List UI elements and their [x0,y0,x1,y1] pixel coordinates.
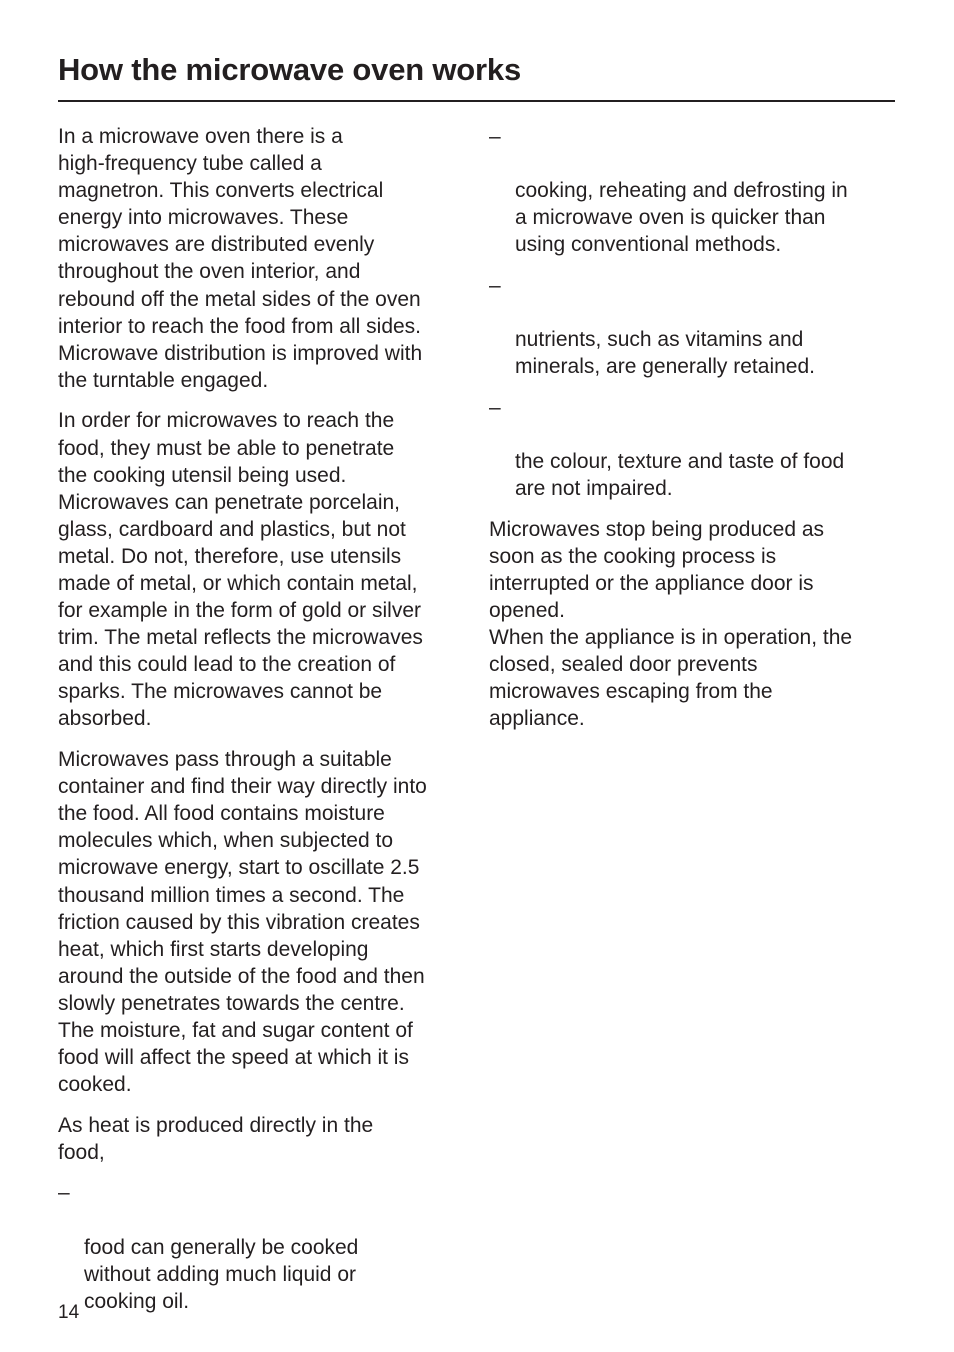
list-item-text: cooking, reheating and defrosting in a microwave oven is quicker than using conventional methods. [515,179,848,257]
dash-bullet: – [489,125,501,148]
dash-bullet: – [58,1181,70,1205]
title-divider [58,100,895,102]
page-title: How the microwave oven works [58,52,521,87]
left-column [58,123,468,1328]
right-column [489,123,894,746]
list-item-text: food can generally be cooked without adding much liquid or cooking oil. [84,1235,359,1313]
list-item-text: the colour, texture and taste of food are not impaired. [515,450,845,501]
list-item-text: nutrients, such as vitamins and minerals, are generally retained. [515,328,815,379]
paragraph-oscillation: Microwaves pass through a suitable container and find their way directly into the food. All food contains moisture molecules which, when subjected to microwave energy, start to oscillate 2.5 thousand million times a second. The friction caused by this vibration creates heat, which first starts developing around the outside of the food and then slowly penetrates towards the centre. The moisture, fat and sugar content of food will affect the speed at which it is cooked. [58,748,427,1097]
list-item [489,272,894,380]
list-item [489,123,894,258]
page-number: 14 [58,1302,80,1323]
dash-bullet: – [489,273,501,297]
paragraph-penetration: In order for microwaves to reach the food, they must be able to penetrate the cooking utensil being used. Microwaves can penetrate porcelain, glass, cardboard and plastics, but not metal. Do not, therefore, use utensils made of metal, or which contain metal, for example in the form of gold or silver trim. The metal reflects the microwaves and this could lead to the creation of sparks. The microwaves cannot be absorbed. [58,409,423,731]
paragraph-magnetron: In a microwave oven there is a high-frequency tube called a magnetron. This converts electrical energy into microwaves. These microwaves are distributed evenly throughout the oven interior, and rebound off the metal sides of the oven interior to reach the food from all sides. Microwave distribution is improved with the turntable engaged. [58,125,423,392]
paragraph-heat-intro: As heat is produced directly in the food, [58,1113,374,1164]
paragraph-door-safety: Microwaves stop being produced as soon as the cooking process is interrupted or the appliance door is opened. When the appliance is in operation, the closed, sealed door prevents microwaves escaping from the appliance. [489,517,853,731]
list-item [489,394,894,502]
dash-bullet: – [489,395,501,419]
list-item [58,1179,468,1314]
